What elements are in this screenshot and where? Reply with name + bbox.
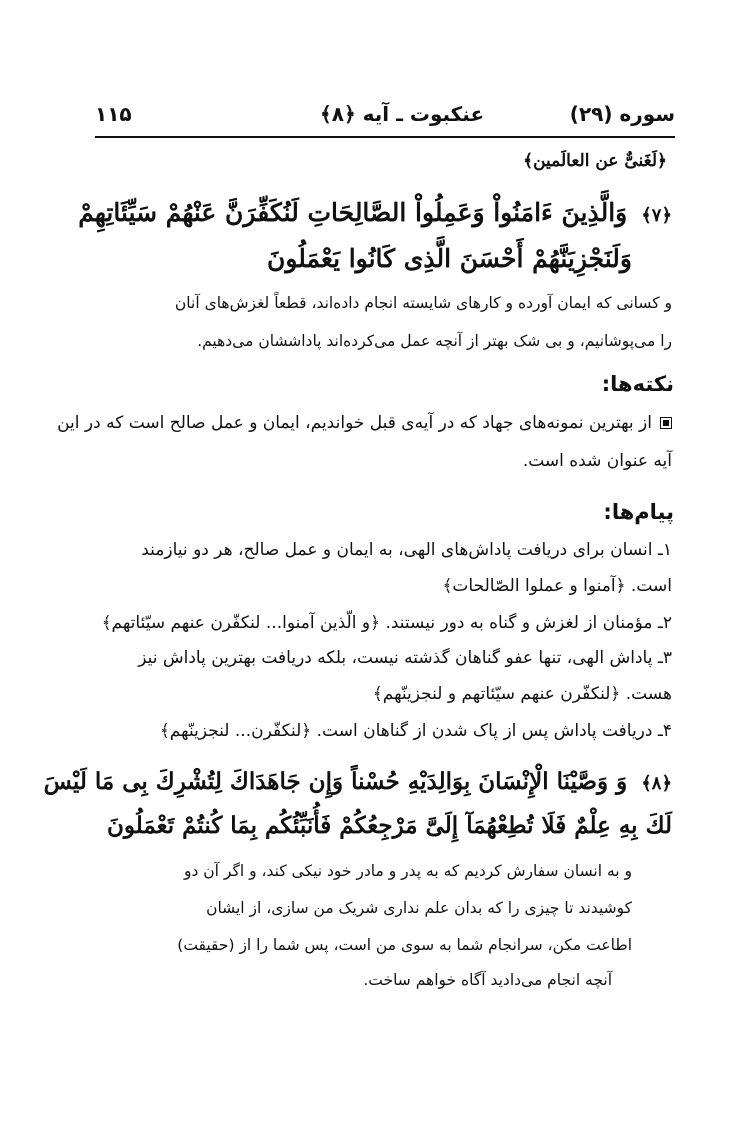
page-number: ۱۱۵ — [95, 102, 132, 126]
verse-8-line-1 — [44, 768, 672, 795]
message-2-line-1: ۲ـ مؤمنان از لغزش و گناه به دور نیستند. ﴿و الّذین آمنوا... لنکفّرن عنهم سیّئاتهم﴾ — [101, 613, 672, 633]
section-title: عنکبوت ـ آیه ﴿۸﴾ — [320, 102, 485, 126]
translation-7-line-1: و کسانی که ایمان آورده و کارهای شایسته انجام داده‌اند، قطعاً لغزش‌های آنان — [174, 294, 672, 312]
translation-7-line-2: را می‌پوشانیم، و بی شک بهتر از آنچه عمل می‌کرده‌اند پاداششان می‌دهیم. — [197, 332, 672, 350]
verse-7-line-1 — [78, 198, 672, 227]
notes-text-1: از بهترین نمونه‌های جهاد که در آیه‌ی قبل خواندیم، ایمان و عمل صالح است که در این — [57, 413, 652, 433]
page-header — [95, 98, 675, 132]
verse-7-marker: ﴿۷﴾ — [641, 205, 672, 226]
verse-8-text-1: وَ وَصَّيْنَا الْإِنْسَانَ بِوَالِدَيْهِ حُسْناً وَإِن جَاهَدَاكَ لِتُشْرِكَ بِى مَا لَيْسَ — [43, 768, 628, 795]
translation-8-line-2: کوشیدند تا چیزی را که بدان علم نداری شریک من سازی، از ایشان — [206, 899, 632, 917]
message-1-line-1: ۱ـ انسان برای دریافت پاداش‌های الهی، به ایمان و عمل صالح، هر دو نیازمند — [141, 540, 672, 560]
continued-phrase: ﴿لَغَنیٌّ عن العالَمین﴾ — [523, 151, 667, 171]
message-3-line-1: ۳ـ پاداش الهی، تنها عفو گناهان گذشته نیست، بلکه دریافت بهترین پاداش نیز — [138, 648, 672, 668]
translation-8-line-4: آنچه انجام می‌دادید آگاه خواهم ساخت. — [363, 971, 612, 989]
message-4-line-1: ۴ـ دریافت پاداش پس از پاک شدن از گناهان است. ﴿لنکفّرن... لنجزینّهم﴾ — [159, 721, 672, 741]
translation-8-line-3: اطاعت مکن، سرانجام شما به سوی من است، پس شما را از (حقیقت) — [177, 936, 632, 954]
square-bullet-icon — [660, 417, 672, 429]
surah-label: سوره (۲۹) — [569, 102, 675, 126]
notes-line-2: آیه عنوان شده است. — [522, 451, 672, 471]
messages-heading: پیام‌ها: — [603, 500, 674, 524]
verse-7-line-2: وَلَنَجْزِيَنَّهُمْ أَحْسَنَ الَّذِى كَانُوا يَعْمَلُونَ — [267, 244, 632, 273]
notes-line-1 — [57, 413, 672, 433]
message-1-line-2: است. ﴿آمنوا و عملوا الصّالحات﴾ — [442, 576, 672, 596]
verse-8-marker: ﴿۸﴾ — [641, 773, 672, 794]
notes-heading: نکته‌ها: — [601, 372, 674, 396]
header-divider — [95, 136, 675, 138]
message-3-line-2: هست. ﴿لنکفّرن عنهم سیّئاتهم و لنجزینّهم﴾ — [372, 684, 672, 704]
verse-8-line-2: لَكَ بِهِ عِلْمٌ فَلَا تُطِعْهُمَآ إِلَىَّ مَرْجِعُكُمْ فَأُنَبِّئُكُم بِمَا كُنتُمْ تَعْمَلُونَ — [106, 812, 672, 839]
translation-8-line-1: و به انسان سفارش کردیم که به پدر و مادر خود نیکی کند، و اگر آن دو — [183, 862, 632, 880]
verse-7-text-1: وَالَّذِينَ ءَامَنُواْ وَعَمِلُواْ الصَّالِحَاتِ لَنُكَفِّرَنَّ عَنْهُمْ سَيِّئَاتِهِمْ — [78, 198, 628, 227]
